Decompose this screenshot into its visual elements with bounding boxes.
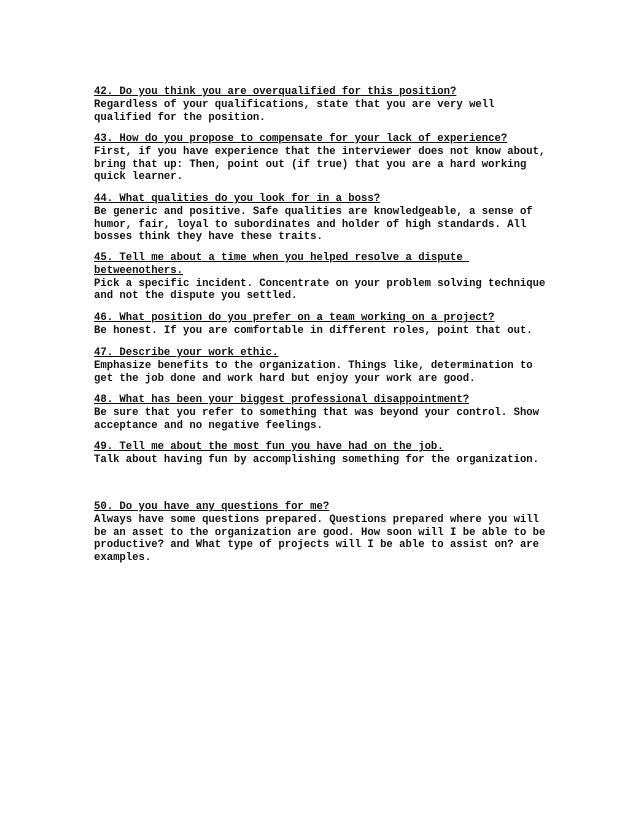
qa-item-50 — [94, 501, 554, 565]
question-heading: 46. What position do you prefer on a team working on a project? — [94, 312, 495, 324]
answer-text: Emphasize benefits to the organization. Things like, determination to get the job done and work hard but enjoy your work are good. — [94, 359, 533, 385]
answer-text: Talk about having fun by accomplishing something for the organization. — [94, 453, 540, 466]
question-heading: 42. Do you think you are overqualified for this position? — [94, 86, 457, 98]
qa-item-48 — [94, 394, 554, 432]
question-heading: 50. Do you have any questions for me? — [94, 501, 330, 513]
answer-text: First, if you have experience that the interviewer does not know about, bring that up: Then, point out (if true) that you are a hard working quick learner. — [94, 145, 546, 184]
qa-item-44 — [94, 193, 554, 244]
qa-item-46 — [94, 312, 554, 338]
answer-text: Pick a specific incident. Concentrate on your problem solving technique and not the dispute you settled. — [94, 277, 546, 303]
answer-text: Be honest. If you are comfortable in different roles, point that out. — [94, 324, 533, 337]
question-heading: 45. Tell me about a time when you helped resolve a dispute betweenothers. — [94, 252, 463, 277]
answer-text: Be generic and positive. Safe qualities are knowledgeable, a sense of humor, fair, loyal to subordinates and holder of high standards. All bosses think they have these traits. — [94, 205, 533, 244]
question-heading: 49. Tell me about the most fun you have had on the job. — [94, 441, 444, 453]
qa-item-47 — [94, 347, 554, 385]
qa-item-49 — [94, 441, 554, 467]
question-heading: 48. What has been your biggest professional disappointment? — [94, 394, 470, 406]
question-heading: 43. How do you propose to compensate for your lack of experience? — [94, 133, 508, 145]
answer-text: Be sure that you refer to something that was beyond your control. Show acceptance and no negative feelings. — [94, 406, 540, 432]
qa-item-45 — [94, 252, 554, 303]
qa-item-42 — [94, 86, 554, 124]
answer-text: Always have some questions prepared. Questions prepared where you will be an asset to the organization are good. How soon will I be able to be productive? and What type of projects will I be able to assist on? are examples. — [94, 513, 546, 565]
answer-text: Regardless of your qualifications, state that you are very well qualified for the position. — [94, 98, 495, 124]
question-heading: 47. Describe your work ethic. — [94, 347, 279, 359]
question-heading: 44. What qualities do you look for in a boss? — [94, 193, 381, 205]
qa-item-43 — [94, 133, 554, 184]
